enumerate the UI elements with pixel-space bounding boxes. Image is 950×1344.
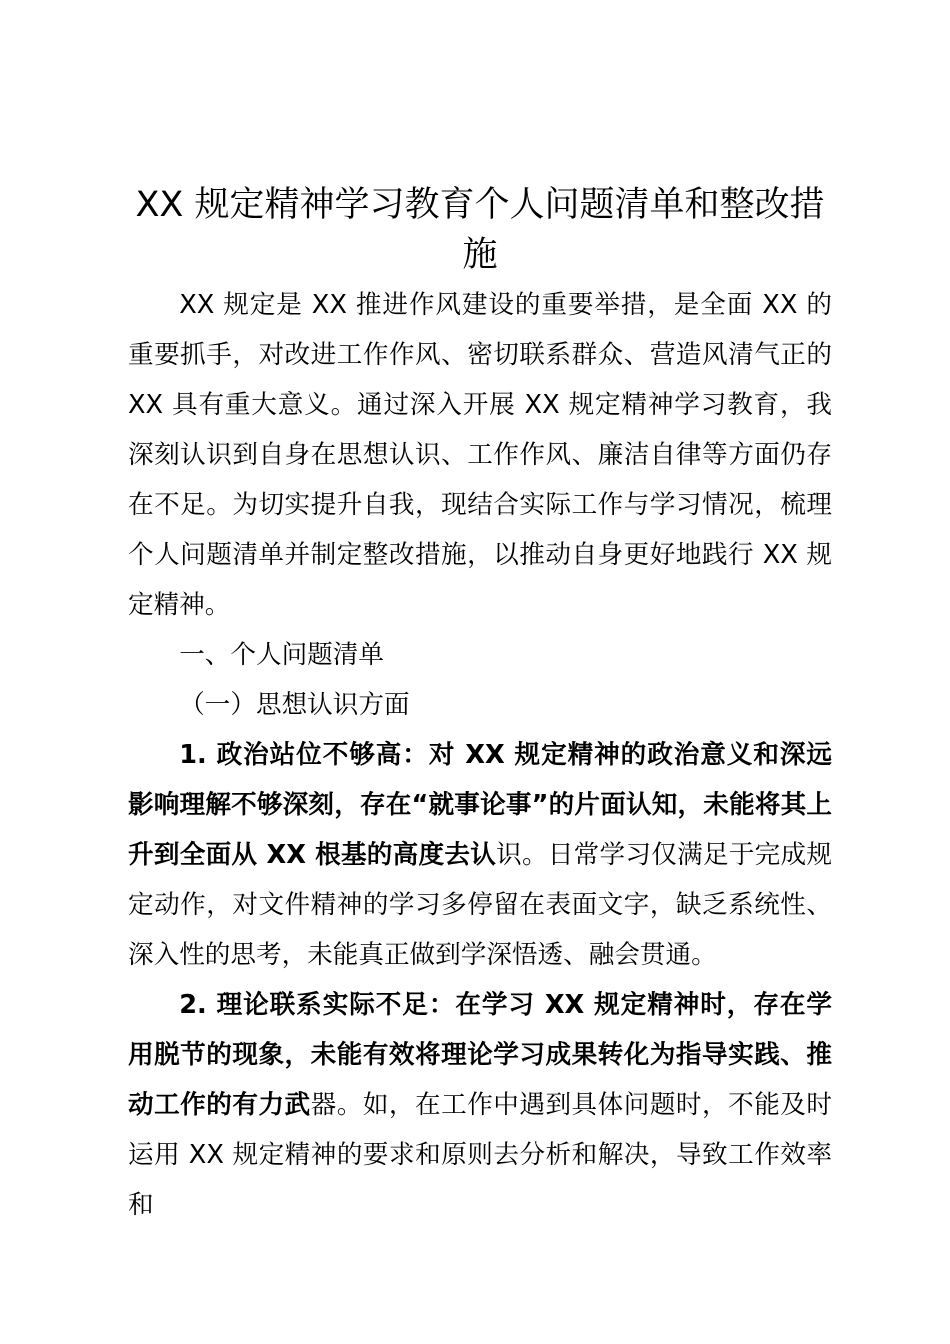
problem-item-2 bbox=[128, 980, 832, 1230]
problem-item-1 bbox=[128, 730, 832, 980]
document-body bbox=[128, 280, 832, 1230]
problem-item-1-heading: 1. 政治站位不够高：对 XX 规定精神的政治意义和深远影响理解不够深刻，存在“就事论事”的片面认知，未能将其上升到全面从 XX 根基的高度去认 bbox=[128, 740, 832, 870]
problem-item-2-text: 器。如，在工作中遇到具体问题时，不能及时运用 XX 规定精神的要求和原则去分析和解决，导致工作效率和 bbox=[128, 1090, 832, 1220]
document-title: XX 规定精神学习教育个人问题清单和整改措施 bbox=[135, 185, 825, 275]
intro-paragraph: XX 规定是 XX 推进作风建设的重要举措，是全面 XX 的重要抓手，对改进工作作风、密切联系群众、营造风清气正的 XX 具有重大意义。通过深入开展 XX 规定精神学习教育，我深刻认识到自身在思想认识、工作作风、廉洁自律等方面仍存在不足。为切实提升自我，现结合实际工作与学习情况，梳理个人问题清单并制定整改措施，以推动自身更好地践行 XX 规定精神。 bbox=[128, 290, 832, 620]
section-heading: 一、个人问题清单 bbox=[179, 640, 384, 670]
problem-item-2-heading: 2. 理论联系实际不足：在学习 XX 规定精神时，存在学用脱节的现象，未能有效将理论学习成果转化为指导实践、推动工作的有力武 bbox=[128, 990, 832, 1120]
subsection-heading: （一）思想认识方面 bbox=[179, 690, 410, 720]
problem-item-1-text: 识。日常学习仅满足于完成规定动作，对文件精神的学习多停留在表面文字，缺乏系统性、深入性的思考，未能真正做到学深悟透、融会贯通。 bbox=[128, 840, 832, 970]
